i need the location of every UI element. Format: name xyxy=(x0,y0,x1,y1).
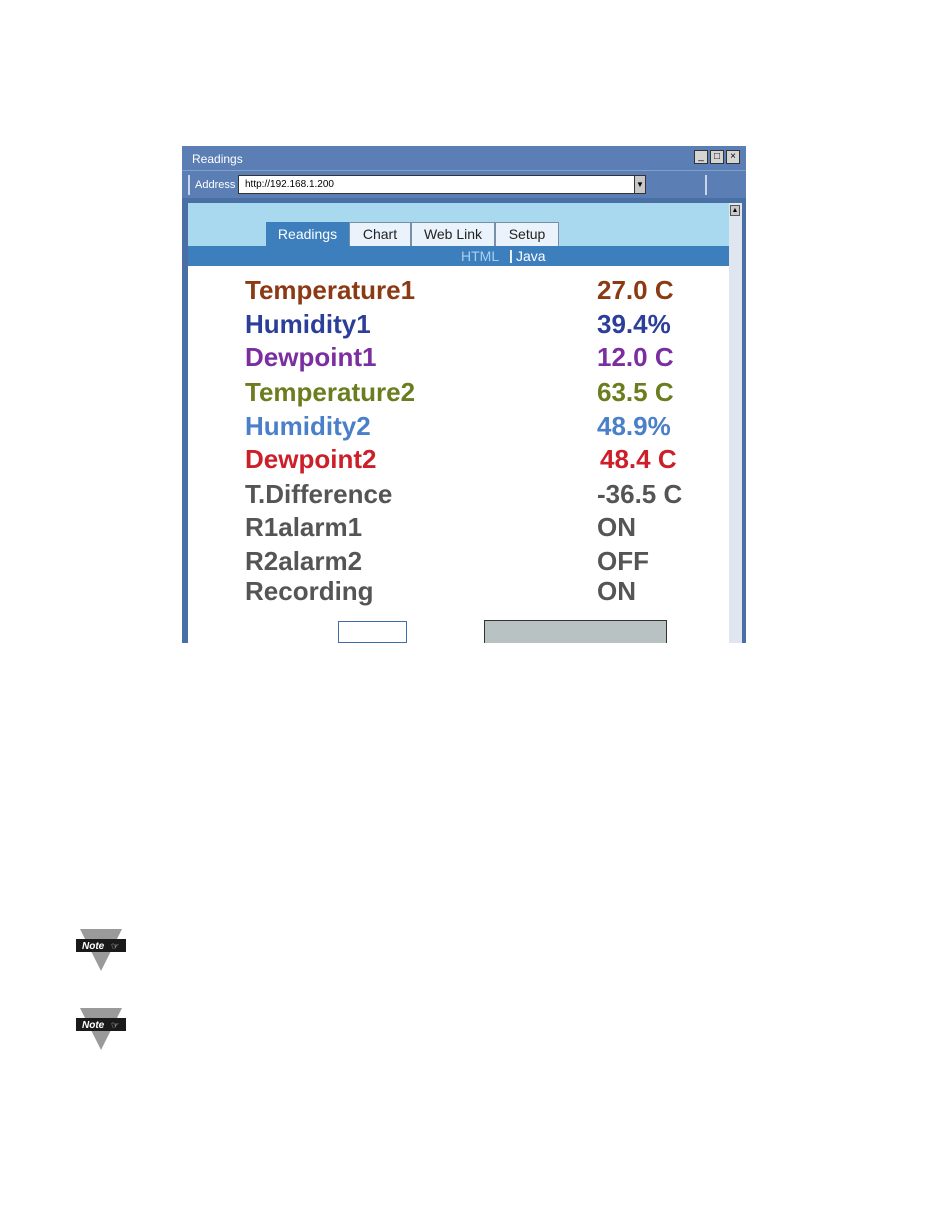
reading-label: Dewpoint1 xyxy=(245,342,377,372)
note-label: Note xyxy=(82,1020,105,1031)
note-label: Note xyxy=(82,941,105,952)
tab-setup[interactable]: Setup xyxy=(495,222,559,246)
reading-value: OFF xyxy=(597,546,649,576)
tab-strip xyxy=(188,203,729,249)
reading-label: Dewpoint2 xyxy=(245,444,377,474)
reading-label: Humidity2 xyxy=(245,411,371,441)
window-title: Readings xyxy=(192,152,243,166)
input-field[interactable] xyxy=(338,621,407,643)
address-label: Address xyxy=(195,179,236,191)
reading-value: 27.0 C xyxy=(597,275,674,305)
reading-value: 12.0 C xyxy=(597,342,674,372)
view-mode-bar xyxy=(188,246,729,266)
reading-label: Humidity1 xyxy=(245,309,371,339)
reading-value: ON xyxy=(597,512,636,542)
tab-readings[interactable]: Readings xyxy=(266,222,349,246)
vertical-scrollbar[interactable] xyxy=(729,203,742,643)
reading-value: ON xyxy=(597,576,636,606)
address-bar xyxy=(182,170,746,198)
title-bar xyxy=(182,146,746,170)
tab-chart[interactable]: Chart xyxy=(349,222,411,246)
reading-value: -36.5 C xyxy=(597,479,683,509)
maximize-button[interactable] xyxy=(710,150,724,164)
reading-value: 48.9% xyxy=(597,411,671,441)
view-mode-separator: | xyxy=(509,247,513,263)
scroll-up-button[interactable] xyxy=(730,205,740,216)
tab-web-link[interactable]: Web Link xyxy=(411,222,495,246)
note-icon xyxy=(76,1008,126,1050)
minimize-icon: _ xyxy=(698,151,704,162)
browser-window xyxy=(182,146,746,643)
reading-label: Temperature1 xyxy=(245,275,416,305)
minimize-button[interactable] xyxy=(694,150,708,164)
toolbar-separator xyxy=(705,175,707,195)
reading-label: Temperature2 xyxy=(245,377,416,407)
action-button[interactable] xyxy=(484,620,667,643)
note-icon xyxy=(76,929,126,971)
address-input[interactable] xyxy=(238,175,646,194)
reading-label: Recording xyxy=(245,576,374,606)
reading-value: 39.4% xyxy=(597,309,671,339)
address-dropdown-button[interactable] xyxy=(634,176,645,193)
arrow-up-icon: ▲ xyxy=(731,207,739,214)
chevron-down-icon: ▼ xyxy=(636,180,644,189)
html-view-link[interactable]: HTML xyxy=(461,248,500,264)
hand-pointer-icon: ☞ xyxy=(111,1021,120,1031)
reading-label: R1alarm1 xyxy=(245,512,363,542)
hand-pointer-icon: ☞ xyxy=(111,942,120,952)
reading-value: 48.4 C xyxy=(600,444,677,474)
close-icon: × xyxy=(730,151,736,162)
close-button[interactable] xyxy=(726,150,740,164)
reading-value: 63.5 C xyxy=(597,377,674,407)
reading-label: T.Difference xyxy=(245,479,393,509)
address-url[interactable]: http://192.168.1.200 xyxy=(245,179,334,190)
toolbar-grip[interactable] xyxy=(188,175,190,195)
reading-label: R2alarm2 xyxy=(245,546,363,576)
maximize-icon: □ xyxy=(713,151,721,162)
java-view-link[interactable]: Java xyxy=(516,248,546,264)
page-viewport xyxy=(188,203,729,643)
